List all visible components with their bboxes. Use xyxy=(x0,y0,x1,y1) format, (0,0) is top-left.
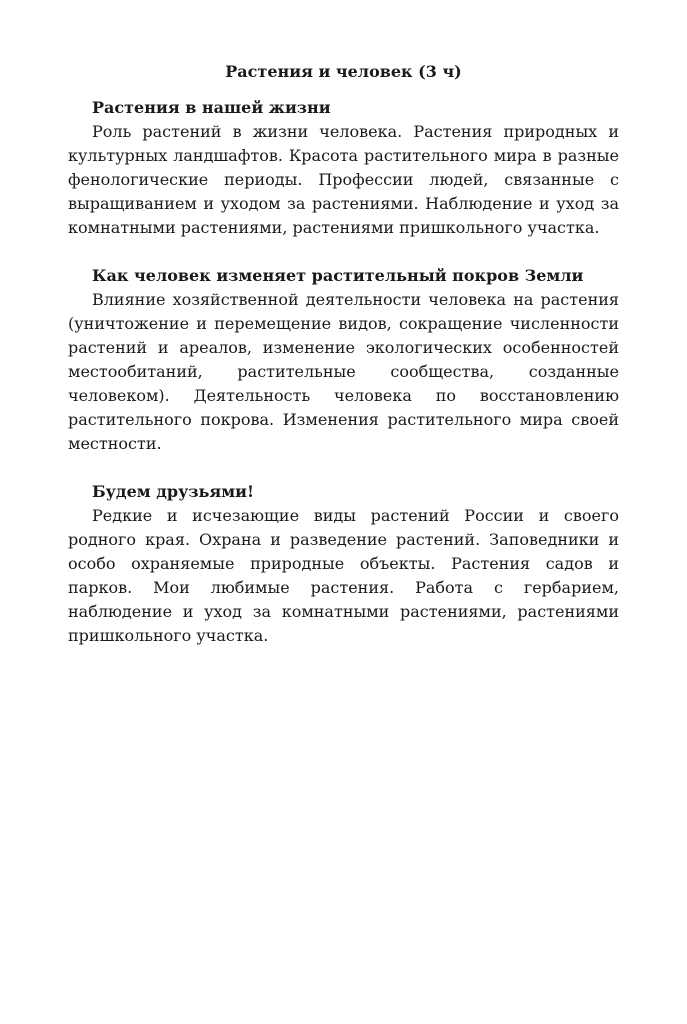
section-be-friends xyxy=(68,480,619,648)
section-body: Роль растений в жизни человека. Растения природных и культурных ландшафтов. Красота растительного мира в разные фенологические периоды. Профессии людей, связанные с выращиванием и уходом за растениями. Наблюдение и уход за комнатными растениями, растениями пришкольного участка. xyxy=(68,122,619,237)
section-heading: Будем друзьями! xyxy=(92,482,254,501)
section-heading: Растения в нашей жизни xyxy=(92,98,331,117)
document-page xyxy=(68,60,619,672)
section-heading: Как человек изменяет растительный покров Земли xyxy=(92,266,584,285)
section-body: Редкие и исчезающие виды растений России и своего родного края. Охрана и разведение растений. Заповедники и особо охраняемые природные объекты. Растения садов и парков. Мои любимые растения. Работа с гербарием, наблюдение и уход за комнатными растениями, растениями пришкольного участка. xyxy=(68,506,619,645)
section-body: Влияние хозяйственной деятельности человека на растения (уничтожение и перемещение видов, сокращение численности растений и ареалов, изменение экологических особенностей местообитаний, растительные сообщества, созданные человеком). Деятельность человека по восстановлению растительного покрова. Изменения растительного мира своей местности. xyxy=(68,290,619,453)
section-human-impact xyxy=(68,264,619,456)
section-plants-in-our-life xyxy=(68,96,619,240)
chapter-title: Растения и человек (3 ч) xyxy=(225,62,462,81)
